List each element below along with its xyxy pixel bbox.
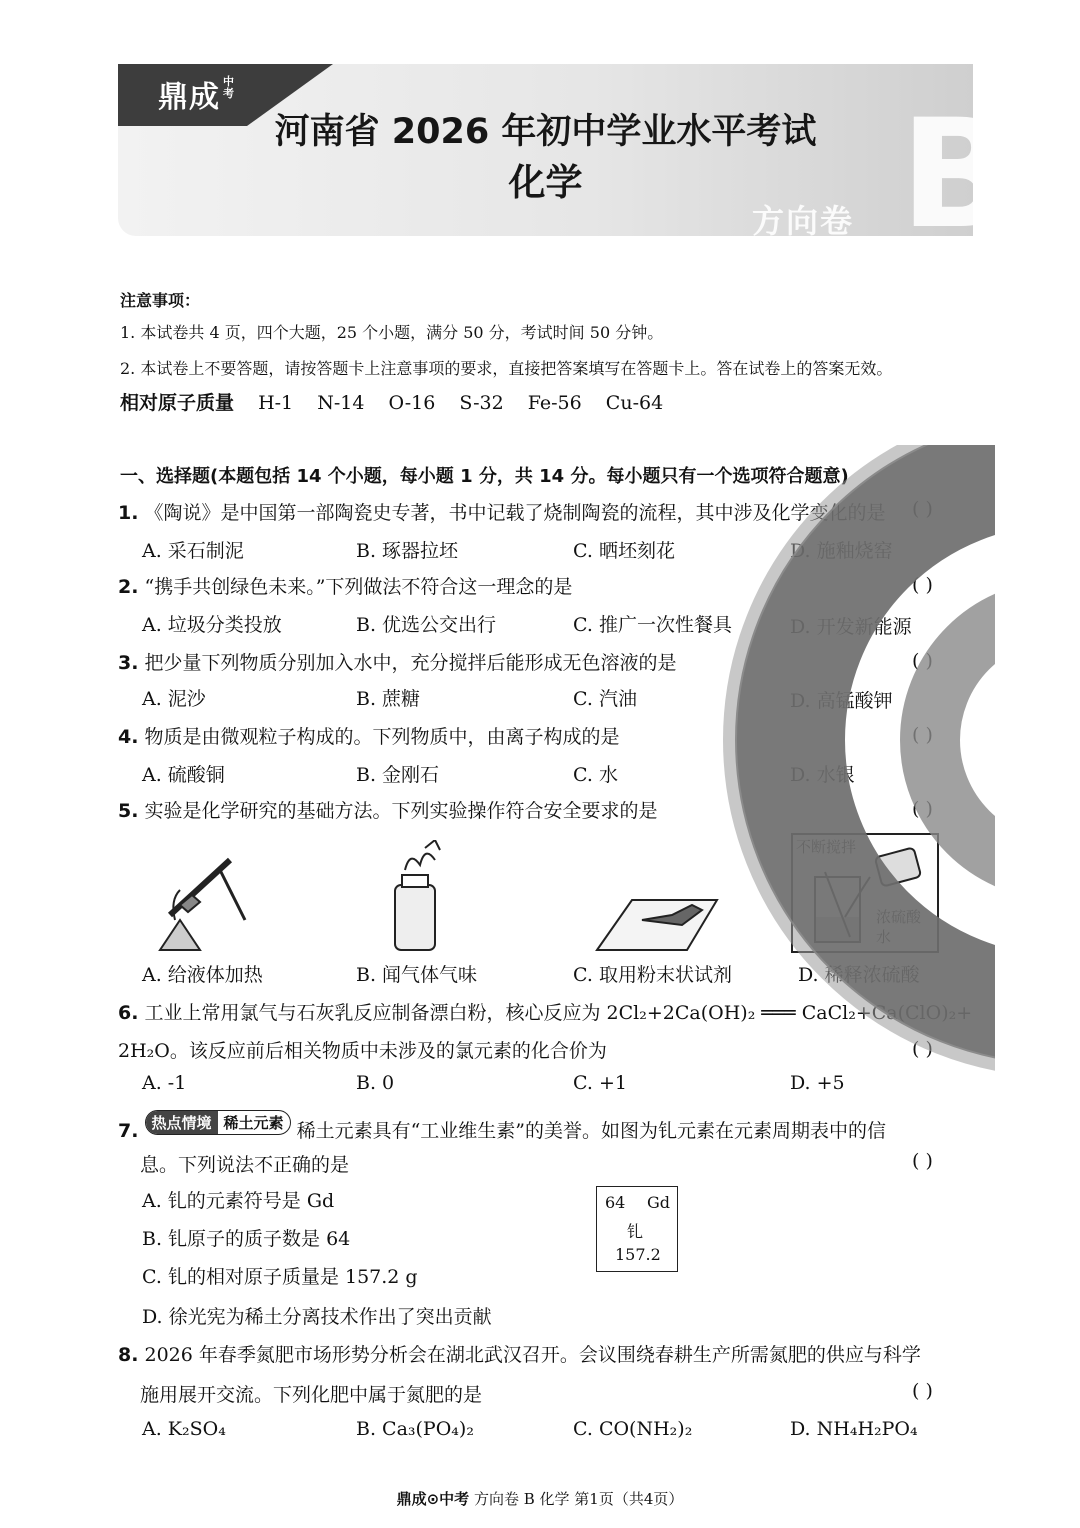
note-item: 1. 本试卷共 4 页，四个大题，25 个小题，满分 50 分，考试时间 50 分钟。 — [120, 323, 664, 342]
answer-paren: ( ) — [912, 650, 933, 672]
mass-item: H-1 — [258, 392, 294, 414]
question-number: 7. — [118, 1120, 139, 1142]
answer-paren: ( ) — [912, 1380, 933, 1402]
tag-hot: 热点情境 — [146, 1111, 218, 1134]
answer-paren: ( ) — [912, 1038, 933, 1060]
subject-title: 化学 — [508, 161, 583, 204]
option-d: D. 施釉烧窑 — [790, 540, 893, 562]
question-stem: 稀土元素具有“工业维生素”的美誉。如图为钆元素在元素周期表中的信 — [296, 1120, 887, 1142]
option-a: A. 采石制泥 — [142, 540, 244, 562]
option-c: C. +1 — [573, 1072, 627, 1094]
question-stem: 把少量下列物质分别加入水中，充分搅拌后能形成无色溶液的是 — [144, 652, 677, 674]
question-8 — [118, 1340, 921, 1367]
option-b: B. 0 — [356, 1072, 395, 1094]
option-d: D. 稀释浓硫酸 — [798, 964, 920, 986]
option-d: D. 水银 — [790, 764, 855, 786]
question-8-line2: 施用展开交流。下列化肥中属于氮肥的是 — [140, 1384, 483, 1406]
question-6 — [118, 998, 972, 1025]
topic-tag — [145, 1110, 291, 1135]
section-title: 一、选择题(本题包括 14 个小题，每小题 1 分，共 14 分。每小题只有一个选项符合题意) — [120, 466, 849, 487]
dilute-acid-figure — [790, 832, 940, 957]
answer-paren: ( ) — [912, 798, 933, 820]
exam-title: 河南省 2026 年初中学业水平考试 — [274, 112, 817, 152]
question-3 — [118, 648, 677, 675]
option-b: B. Ca₃(PO₄)₂ — [356, 1418, 474, 1440]
option-a: A. 给液体加热 — [142, 964, 263, 986]
fig-label-stir: 不断搅拌 — [796, 838, 857, 856]
option-c: C. 晒坯刻花 — [573, 540, 675, 562]
answer-paren: ( ) — [912, 1150, 933, 1172]
answer-paren: ( ) — [912, 574, 933, 596]
paper-letter: B — [900, 88, 1015, 262]
question-1 — [118, 498, 886, 525]
option-b: B. 钆原子的质子数是 64 — [142, 1228, 351, 1250]
option-b: B. 金刚石 — [356, 764, 440, 786]
option-c: C. 推广一次性餐具 — [573, 614, 732, 636]
option-d: D. NH₄H₂PO₄ — [790, 1418, 918, 1440]
brand-logo: 鼎成 — [158, 80, 220, 115]
option-c: C. 取用粉末状试剂 — [573, 964, 732, 986]
note-item: 2. 本试卷上不要答题，请按答题卡上注意事项的要求，直接把答案填写在答题卡上。答在试卷上的答案无效。 — [120, 359, 893, 378]
answer-paren: ( ) — [912, 724, 933, 746]
atomic-masses — [120, 388, 681, 415]
option-c: C. 钆的相对原子质量是 157.2 g — [142, 1266, 418, 1288]
fig-label-acid: 浓硫酸 — [876, 908, 922, 926]
option-a: A. -1 — [142, 1072, 187, 1094]
smell-gas-figure — [380, 840, 460, 955]
question-5 — [118, 796, 658, 823]
question-number: 6. — [118, 1002, 139, 1024]
element-card — [596, 1186, 678, 1272]
fig-label-water: 水 — [876, 928, 892, 946]
mass-item: N-14 — [317, 392, 365, 414]
question-7-line2: 息。下列说法不正确的是 — [140, 1154, 350, 1176]
option-a: A. 硫酸铜 — [142, 764, 225, 786]
option-a: A. 垃圾分类投放 — [142, 614, 282, 636]
question-stem: 实验是化学研究的基础方法。下列实验操作符合安全要求的是 — [144, 800, 658, 822]
powder-reagent-figure — [592, 880, 722, 955]
masses-label: 相对原子质量 — [120, 392, 235, 414]
option-c: C. 汽油 — [573, 688, 637, 710]
question-number: 2. — [118, 576, 139, 598]
question-6-line2: 2H₂O。该反应前后相关物质中未涉及的氯元素的化合价为 — [118, 1040, 607, 1062]
element-symbol: Gd — [647, 1193, 671, 1212]
question-stem: 《陶说》是中国第一部陶瓷史专著，书中记载了烧制陶瓷的流程，其中涉及化学变化的是 — [144, 502, 886, 524]
page-footer — [0, 1488, 1080, 1509]
question-4 — [118, 722, 620, 749]
question-number: 8. — [118, 1344, 139, 1366]
brand-logo-sub: 中考 — [223, 75, 234, 100]
answer-paren: ( ) — [912, 498, 933, 520]
option-a: A. 钆的元素符号是 Gd — [142, 1190, 335, 1212]
mass-item: Fe-56 — [527, 392, 582, 414]
option-a: A. 泥沙 — [142, 688, 206, 710]
option-d: D. +5 — [790, 1072, 845, 1094]
notes-title: 注意事项： — [120, 291, 201, 310]
option-b: B. 优选公交出行 — [356, 614, 497, 636]
question-stem: 工业上常用氯气与石灰乳反应制备漂白粉，核心反应为 2Cl₂+2Ca(OH)₂ ═══ CaCl₂+Ca(ClO)₂+ — [144, 1002, 973, 1024]
option-c: C. CO(NH₂)₂ — [573, 1418, 693, 1440]
question-stem: “携手共创绿色未来。”下列做法不符合这一理念的是 — [144, 576, 573, 598]
option-d: D. 徐光宪为稀土分离技术作出了突出贡献 — [142, 1306, 492, 1328]
footer-text: 方向卷 B 化学 第1页（共4页） — [473, 1490, 684, 1508]
mass-item: Cu-64 — [605, 392, 664, 414]
mass-item: S-32 — [459, 392, 504, 414]
atomic-mass: 157.2 — [615, 1245, 661, 1264]
element-name: 钆 — [627, 1222, 644, 1241]
footer-brand: 鼎成⊙中考 — [396, 1490, 470, 1508]
heating-liquid-figure — [150, 840, 260, 955]
mass-item: O-16 — [388, 392, 436, 414]
tag-topic: 稀土元素 — [223, 1114, 284, 1132]
question-number: 5. — [118, 800, 139, 822]
question-stem: 物质是由微观粒子构成的。下列物质中，由离子构成的是 — [144, 726, 620, 748]
option-c: C. 水 — [573, 764, 618, 786]
option-d: D. 开发新能源 — [790, 616, 912, 638]
question-7 — [118, 1110, 886, 1143]
question-number: 1. — [118, 502, 139, 524]
question-number: 4. — [118, 726, 139, 748]
option-b: B. 琢器拉坯 — [356, 540, 459, 562]
question-2 — [118, 572, 572, 599]
option-b: B. 闻气体气味 — [356, 964, 478, 986]
question-stem: 2026 年春季氮肥市场形势分析会在湖北武汉召开。会议围绕春耕生产所需氮肥的供应与科学 — [144, 1344, 921, 1366]
atomic-number: 64 — [605, 1193, 626, 1212]
option-b: B. 蔗糖 — [356, 688, 421, 710]
paper-type: 方向卷 — [752, 202, 855, 240]
option-a: A. K₂SO₄ — [142, 1418, 226, 1440]
option-d: D. 高锰酸钾 — [790, 690, 893, 712]
question-number: 3. — [118, 652, 139, 674]
